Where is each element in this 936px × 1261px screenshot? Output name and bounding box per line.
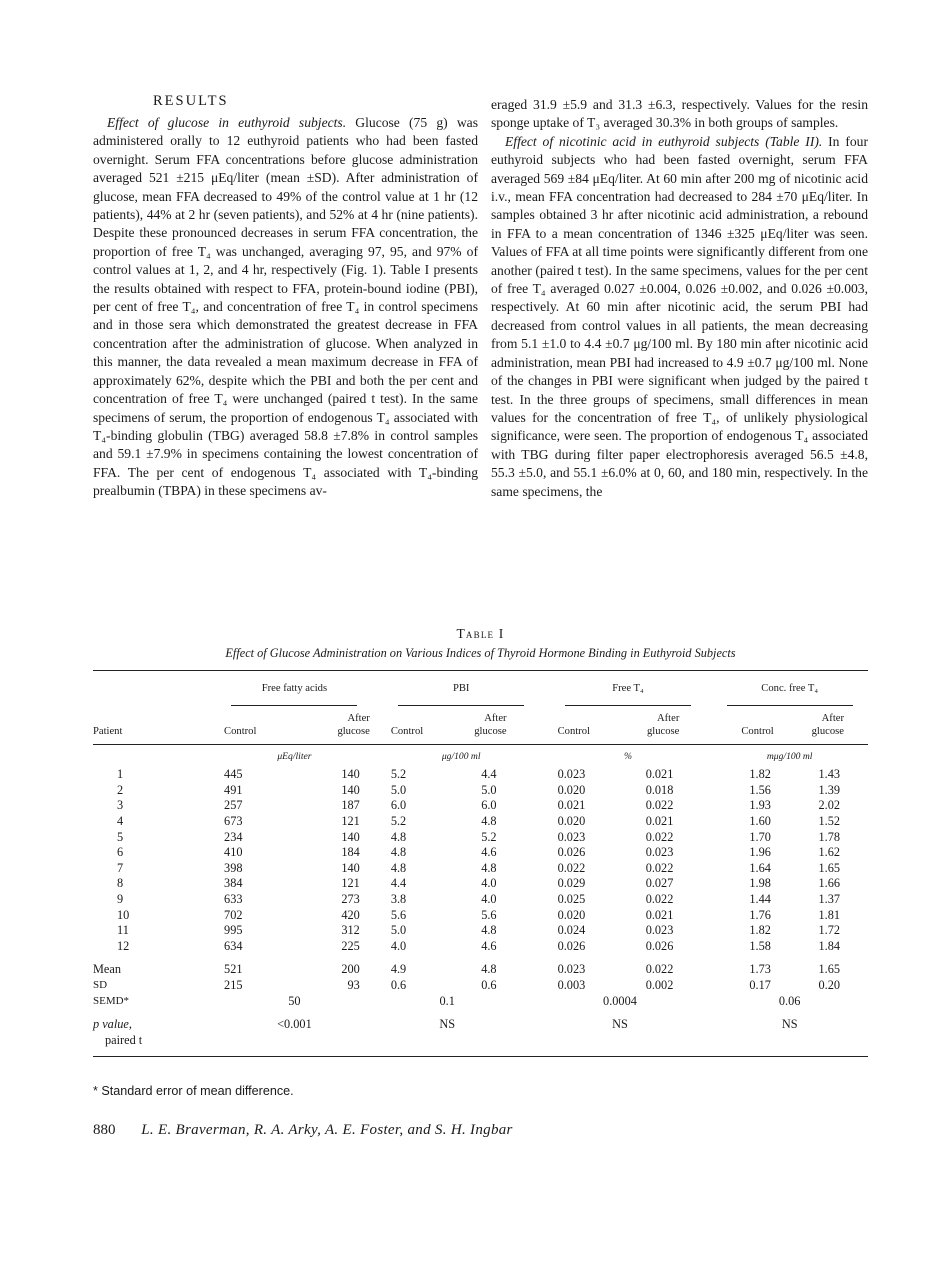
cell-conc-a: 1.78 [818, 829, 840, 844]
patient-header: Patient [93, 725, 123, 737]
table-caption: Effect of Glucose Administration on Various Indices of Thyroid Hormone Binding in Euthyroid Subjects [225, 646, 736, 660]
cell-pbi-c: 5.6 [390, 907, 407, 922]
cell-conc-c: 1.96 [749, 845, 771, 860]
cell-ft4-a: 0.022 [645, 798, 674, 813]
cell-ft4-a: 0.018 [645, 782, 674, 797]
after-glucose-header: After glucose [474, 712, 507, 737]
cell-ft4-c: 0.020 [557, 907, 586, 922]
cell-ffa-a: 140 [341, 782, 360, 797]
cell-pbi-a: 5.2 [481, 829, 497, 844]
cell-ffa-c: 257 [224, 798, 243, 813]
cell-ft4-c: 0.026 [557, 845, 586, 860]
cell-conc-c: 1.82 [749, 767, 771, 782]
table-body [93, 744, 868, 954]
patient-number: 4 [117, 813, 124, 828]
patient-number: 10 [117, 907, 130, 922]
table-row [93, 767, 868, 783]
glucose-paragraph [93, 114, 478, 501]
cell-ffa-a: 273 [341, 891, 360, 906]
cell-ffa-a: 121 [341, 813, 360, 828]
cell-ft4-c: 0.026 [557, 938, 586, 953]
left-column [93, 92, 478, 501]
unit-pbi: μg/100 ml [441, 750, 481, 762]
glucose-paragraph-body: Glucose (75 g) was administered orally to 12 euthyroid patients who had been fasted overnight. Serum FFA concentrations before glucose administration averaged 521 ±215 μEq/liter (mean ±SD). After administration of glucose, mean FFA decreased to 49% of the control value at 1 hr (12 patients), 44% at 2 hr (seven patients), and 52% at 4 hr (nine patients). Despite these pronounced decreases in serum FFA concentration, the proportion of free T₄ was unchanged, averaging 97, 95, and 97% of control values at 1, 2, and 4 hr, respectively (Fig. 1). Table I presents the results obtained with respect to FFA, protein-bound iodine (PBI), per cent of free T₄, and concentration of free T₄ in control specimens and in those sera which demonstrated the greatest decrease in FFA concentration after the administration of glucose. When analyzed in this manner, the data revealed a mean maximum decrease in FFA of approximately 62%, despite which the PBI and both the per cent and concentration of free T₄ were unchanged (paired t test). In the same specimens of serum, the proportion of endogenous T₄ associated with T₄-binding globulin (TBG) averaged 58.8 ±7.8% in control samples and 59.1 ±7.9% in specimens containing the lowest concentration of FFA. The per cent of endogenous T₄ associated with T₄-binding prealbumin (TBPA) in these specimens av- [93, 115, 478, 499]
results-table [93, 670, 868, 1057]
cell-ffa-c: 445 [224, 767, 243, 782]
cell-conc-a: 2.02 [818, 798, 840, 813]
page-number: 880 [93, 1122, 116, 1138]
cell-ft4-c: 0.025 [557, 891, 586, 906]
cell-ft4-c: 0.023 [557, 829, 586, 844]
cell-conc-a: 1.81 [818, 907, 840, 922]
unit-free-t4: % [623, 750, 632, 762]
cell-pbi-a: 6.0 [481, 798, 497, 813]
table-row [93, 814, 868, 830]
cell-ffa-a: 121 [341, 876, 360, 891]
cell-ft4-a: 0.027 [645, 876, 674, 891]
cell-ffa-c: 384 [224, 876, 243, 891]
table-row [93, 845, 868, 861]
cell-ft4-c: 0.020 [557, 782, 586, 797]
cell-conc-c: 1.58 [749, 938, 771, 953]
cell-ft4-a: 0.022 [645, 829, 674, 844]
cell-ft4-c: 0.024 [557, 923, 586, 938]
cell-pbi-c: 4.8 [390, 860, 407, 875]
cell-pbi-a: 5.0 [481, 782, 497, 797]
cell-conc-c: 1.60 [749, 813, 771, 828]
cell-ffa-c: 234 [224, 829, 243, 844]
glucose-paragraph-title: Effect of glucose in euthyroid subjects. [107, 115, 347, 130]
cell-pbi-a: 4.8 [481, 923, 497, 938]
cell-conc-c: 1.93 [749, 798, 771, 813]
cell-ffa-c: 410 [224, 845, 243, 860]
patient-number: 1 [117, 767, 124, 782]
summary-rows [93, 954, 868, 1017]
cell-pbi-a: 4.0 [481, 891, 497, 906]
cell-ft4-c: 0.021 [557, 798, 586, 813]
cell-conc-a: 1.52 [818, 813, 840, 828]
cell-pbi-c: 4.8 [390, 829, 407, 844]
control-header: Control [741, 725, 774, 737]
nicotinic-paragraph [491, 133, 868, 501]
control-header: Control [390, 725, 424, 737]
cell-pbi-c: 5.2 [390, 767, 407, 782]
cell-ft4-a: 0.023 [645, 845, 674, 860]
table-row [93, 923, 868, 939]
cell-ft4-c: 0.023 [557, 767, 586, 782]
table-row [93, 783, 868, 799]
nicotinic-paragraph-body: In four euthyroid subjects who had been fasted overnight, serum FFA averaged 569 ±84 μEq/liter. At 60 min after 200 mg of nicotinic acid i.v., mean FFA concentration had decreased to 284 ±70 μEq/liter. In samples obtained 3 hr after nicotinic acid administration, a rebound in FFA to a mean concentration of 1346 ±325 μEq/liter was seen. Values of FFA at all time points were significantly different from one another (paired t test). In the same specimens, values for the per cent of free T₄ averaged 0.027 ±0.004, 0.026 ±0.002, and 0.026 ±0.003, respectively. At 60 min after nicotinic acid, the serum PBI had decreased from control values in all patients, the mean decreasing from 5.1 ±1.0 to 4.4 ±0.7 μg/100 ml. By 180 min after nicotinic acid administration, mean PBI had increased to 4.9 ±0.7 μg/100 ml. None of the changes in PBI were significant when judged by the paired t test. In the three groups of specimens, small differences in mean values for the concentration of free T₄, of unlikely physiological significance, were seen. The proportion of endogenous T₄ associated with TBG during filter paper electrophoresis averaged 56.5 ±4.8, 55.3 ±5.0, and 55.1 ±6.0% at 0, 60, and 180 min, respectively. In the same specimens, the [491, 133, 868, 499]
sd-row: SD 215 93 0.6 0.6 0.003 0.002 0.17 0.20 [93, 977, 840, 992]
table-row [93, 830, 868, 846]
table-row [93, 939, 868, 955]
cell-ft4-a: 0.021 [645, 813, 674, 828]
cell-ft4-a: 0.026 [645, 938, 674, 953]
after-glucose-header: After glucose [337, 712, 370, 737]
cell-conc-c: 1.64 [749, 860, 771, 875]
cell-pbi-a: 4.6 [481, 845, 497, 860]
cell-ft4-c: 0.029 [557, 876, 586, 891]
cell-conc-c: 1.44 [749, 891, 771, 906]
cell-conc-c: 1.82 [749, 923, 771, 938]
cell-conc-c: 1.70 [749, 829, 771, 844]
cell-ffa-a: 140 [341, 829, 360, 844]
table-row [93, 876, 868, 892]
patient-number: 11 [117, 923, 129, 938]
cell-ffa-c: 491 [224, 782, 243, 797]
patient-number: 9 [117, 891, 124, 906]
cell-ft4-a: 0.022 [645, 891, 674, 906]
cell-conc-a: 1.66 [818, 876, 840, 891]
control-header: Control [224, 725, 257, 737]
unit-ffa: μEq/liter [277, 750, 312, 762]
unit-conc-free-t4: mμg/100 ml [766, 750, 813, 762]
cell-ffa-a: 420 [341, 907, 360, 922]
cell-ft4-c: 0.022 [557, 860, 586, 875]
cell-ffa-c: 702 [224, 907, 243, 922]
cell-ffa-a: 140 [341, 860, 360, 875]
cell-conc-a: 1.43 [818, 767, 840, 782]
table-footnote: * Standard error of mean difference. [93, 1084, 294, 1098]
cell-conc-c: 1.98 [749, 876, 771, 891]
page-footer [93, 1122, 513, 1139]
results-heading: RESULTS [153, 93, 229, 109]
cell-pbi-a: 4.0 [481, 876, 497, 891]
cell-pbi-a: 4.6 [481, 938, 497, 953]
cell-conc-a: 1.72 [818, 923, 840, 938]
cell-pbi-a: 5.6 [481, 907, 497, 922]
cell-conc-a: 1.65 [818, 860, 840, 875]
table-row [93, 798, 868, 814]
table-row [93, 861, 868, 877]
author-line: L. E. Braverman, R. A. Arky, A. E. Foster, and S. H. Ingbar [141, 1122, 513, 1138]
cell-pbi-c: 4.4 [390, 876, 407, 891]
cell-conc-c: 1.76 [749, 907, 771, 922]
semd-row: SEMD* 50 0.1 0.0004 0.06 [93, 993, 801, 1008]
patient-number: 3 [117, 798, 124, 813]
group-header-ffa: Free fatty acids [231, 681, 357, 706]
cell-ffa-a: 140 [341, 767, 360, 782]
after-glucose-header: After glucose [811, 712, 844, 737]
patient-number: 7 [117, 860, 124, 875]
table-row [93, 908, 868, 924]
table-row [93, 892, 868, 908]
group-header-conc-free-t4: Conc. free T₄ [727, 681, 853, 706]
group-header-free-t4: Free T₄ [565, 681, 691, 706]
cell-ft4-a: 0.021 [645, 767, 674, 782]
cell-pbi-c: 5.0 [390, 923, 407, 938]
cell-ffa-c: 633 [224, 891, 243, 906]
p-value-row: p value, paired t <0.001 NS NS NS [93, 1017, 868, 1057]
cell-pbi-c: 6.0 [390, 798, 407, 813]
cell-conc-a: 1.62 [818, 845, 840, 860]
cell-pbi-c: 4.0 [390, 938, 407, 953]
cell-pbi-c: 4.8 [390, 845, 407, 860]
cell-conc-c: 1.56 [749, 782, 771, 797]
nicotinic-paragraph-title: Effect of nicotinic acid in euthyroid subjects (Table II). [505, 133, 823, 149]
table-title: Table I [456, 626, 505, 641]
control-header: Control [557, 725, 590, 737]
cell-ffa-a: 225 [341, 938, 360, 953]
cell-ffa-c: 398 [224, 860, 243, 875]
cell-pbi-a: 4.8 [481, 860, 497, 875]
cell-ffa-a: 187 [341, 798, 360, 813]
continued-paragraph: eraged 31.9 ±5.9 and 31.3 ±6.3, respectively. Values for the resin sponge uptake of T₃ averaged 30.3% in both groups of samples. [491, 97, 868, 131]
cell-ffa-a: 184 [341, 845, 360, 860]
cell-pbi-c: 5.0 [390, 782, 407, 797]
cell-ffa-c: 673 [224, 813, 243, 828]
cell-pbi-a: 4.8 [481, 813, 497, 828]
cell-ffa-c: 995 [224, 923, 243, 938]
cell-ft4-a: 0.022 [645, 860, 674, 875]
patient-number: 8 [117, 876, 124, 891]
right-column [491, 96, 868, 501]
cell-pbi-a: 4.4 [481, 767, 497, 782]
cell-pbi-c: 5.2 [390, 813, 407, 828]
patient-number: 12 [117, 938, 130, 953]
after-glucose-header: After glucose [646, 712, 680, 737]
cell-conc-a: 1.84 [818, 938, 840, 953]
cell-ffa-c: 634 [224, 938, 243, 953]
cell-pbi-c: 3.8 [390, 891, 407, 906]
mean-row: Mean 521 200 4.9 4.8 0.023 0.022 1.73 1.65 [93, 962, 840, 977]
cell-ft4-a: 0.023 [645, 923, 674, 938]
cell-ffa-a: 312 [341, 923, 360, 938]
patient-number: 6 [117, 845, 124, 860]
group-header-pbi: PBI [398, 681, 524, 706]
cell-ft4-a: 0.021 [645, 907, 674, 922]
patient-number: 2 [117, 782, 124, 797]
cell-conc-a: 1.37 [818, 891, 840, 906]
cell-ft4-c: 0.020 [557, 813, 586, 828]
cell-conc-a: 1.39 [818, 782, 840, 797]
patient-number: 5 [117, 829, 124, 844]
